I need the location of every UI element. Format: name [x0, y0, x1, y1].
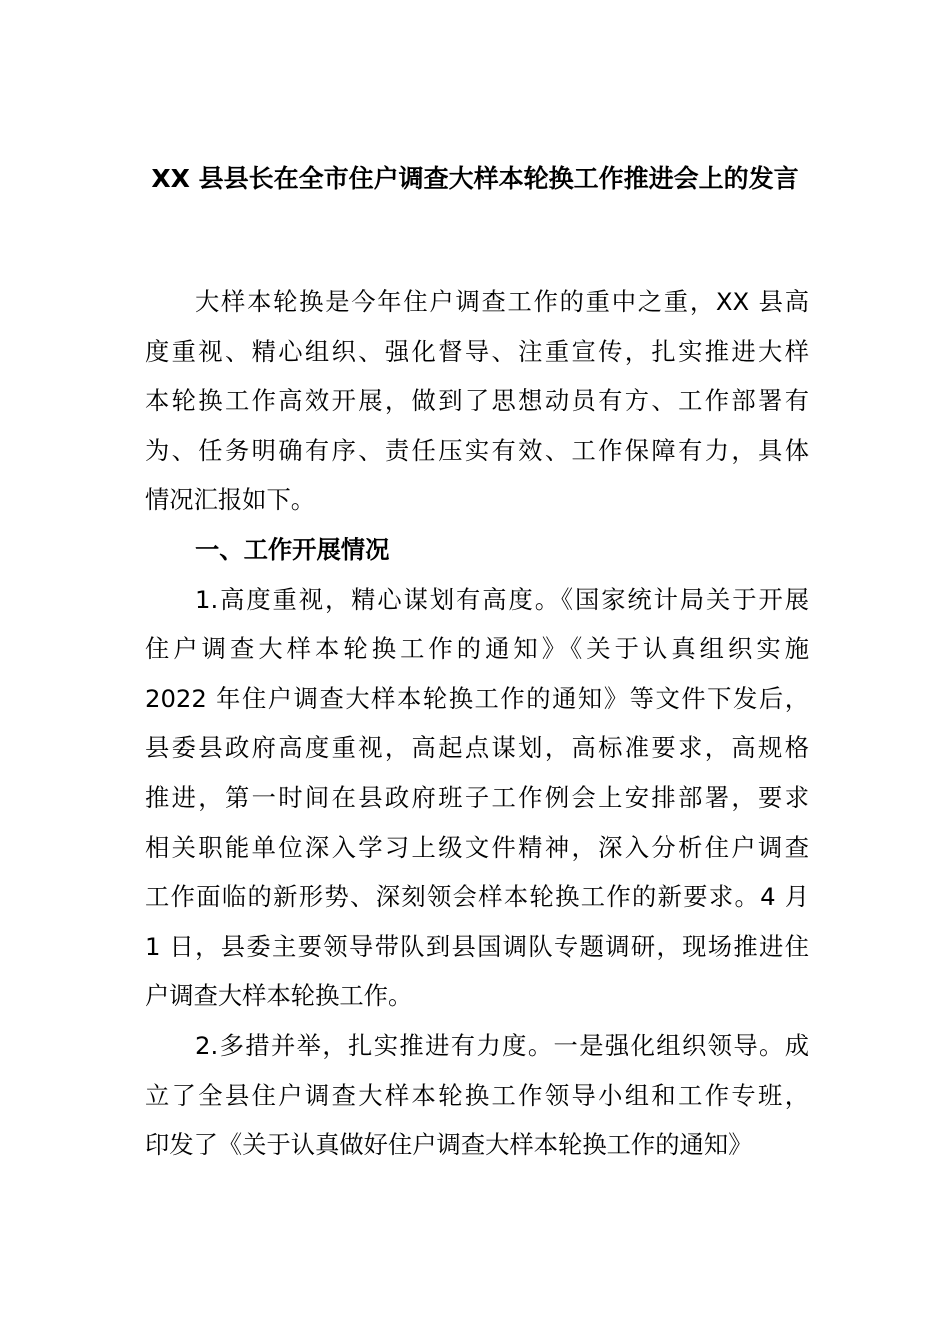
paragraph-line: 户调查大样本轮换工作。	[145, 981, 413, 1011]
paragraph-line: 1.高度重视，精心谋划有高度。《国家统计局关于开展	[195, 584, 809, 614]
document-title: XX 县县长在全市住户调查大样本轮换工作推进会上的发言	[151, 164, 799, 193]
document-body	[145, 277, 809, 1170]
paragraph-line: 住户调查大样本轮换工作的通知》《关于认真组织实施	[145, 634, 809, 664]
paragraph-line: 县委县政府高度重视，高起点谋划，高标准要求，高规格	[145, 733, 809, 763]
paragraph-line: 推进，第一时间在县政府班子工作例会上安排部署，要求	[145, 782, 809, 812]
paragraph-line: 立了全县住户调查大样本轮换工作领导小组和工作专班，	[145, 1080, 809, 1110]
paragraph-line: 度重视、精心组织、强化督导、注重宣传，扎实推进大样	[145, 336, 809, 366]
paragraph-line: 1 日，县委主要领导带队到县国调队专题调研，现场推进住	[145, 931, 809, 961]
paragraph-line: 本轮换工作高效开展，做到了思想动员有方、工作部署有	[145, 386, 809, 416]
paragraph-line: 为、任务明确有序、责任压实有效、工作保障有力，具体	[145, 435, 809, 465]
paragraph-line: 印发了《关于认真做好住户调查大样本轮换工作的通知》	[145, 1130, 753, 1160]
paragraph-line: 2022 年住户调查大样本轮换工作的通知》等文件下发后，	[145, 683, 809, 713]
paragraph-line: 情况汇报如下。	[145, 485, 316, 515]
paragraph-line: 2.多措并举，扎实推进有力度。一是强化组织领导。成	[195, 1030, 809, 1060]
section-heading: 一、工作开展情况	[195, 534, 390, 564]
paragraph-line: 工作面临的新形势、深刻领会样本轮换工作的新要求。4 月	[145, 882, 809, 912]
paragraph-line: 大样本轮换是今年住户调查工作的重中之重，XX 县高	[195, 287, 809, 316]
paragraph-line: 相关职能单位深入学习上级文件精神，深入分析住户调查	[145, 832, 809, 862]
